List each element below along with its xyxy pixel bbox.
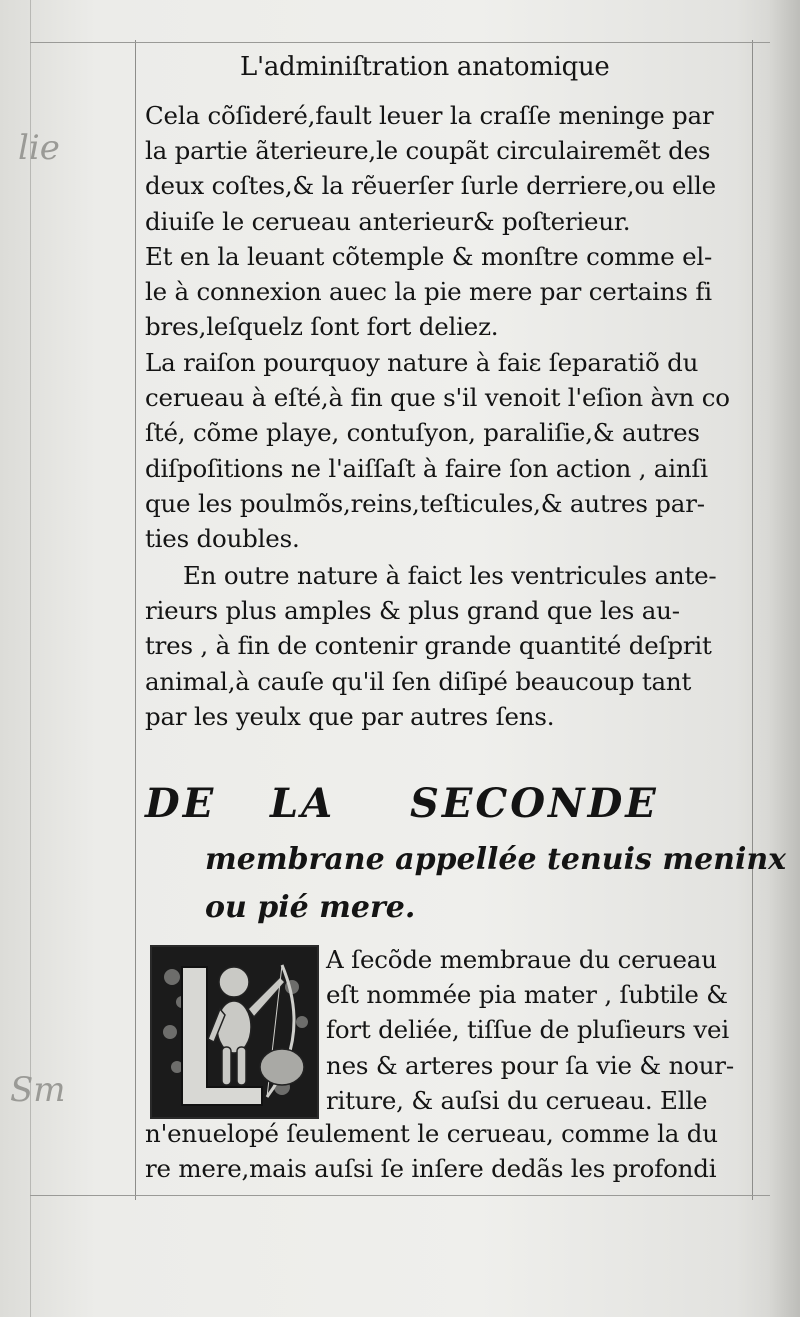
page-edge <box>770 0 800 1317</box>
text-line: Cela cõſideré,fault leuer la craſſe meninge par <box>145 101 714 130</box>
section-subheading: ou pié mere. <box>205 890 416 925</box>
paragraph-3 <box>145 345 745 556</box>
text-line: tres , à fin de contenir grande quantité deſprit <box>145 631 712 661</box>
text-line: diuiſe le cerueau anterieur& poſterieur. <box>145 206 631 236</box>
paragraph-4 <box>145 558 745 734</box>
text-line: n'enuelopé ſeulement le cerueau, comme la du <box>145 1119 718 1148</box>
text-line: cerueau à eſté,à fin que s'il venoit l'eſion àvn co <box>145 383 730 413</box>
text-line: la partie ãterieure,le coupãt circulairemẽt des <box>145 136 711 166</box>
decorated-initial <box>150 945 319 1119</box>
margin-note: lie <box>18 128 60 168</box>
tail-text <box>145 1116 745 1186</box>
text-line: Et en la leuant cõtemple & monſtre comme el- <box>145 242 713 271</box>
heading-word: DE <box>145 780 217 827</box>
text-line: deux coſtes,& la rẽuerſer ſurle derriere,ou elle <box>145 171 716 201</box>
text-line: le à connexion auec la pie mere par certains fi <box>145 277 712 307</box>
running-head: L'adminiſtration anatomique <box>240 52 610 82</box>
text-line: que les poulmõs,reins,teſticules,& autres par- <box>145 488 705 518</box>
text-line: En outre nature à faict les ventricules ante- <box>183 561 717 590</box>
heading-word: LA <box>270 780 336 827</box>
text-line: riture, & auſsi du cerueau. Elle <box>326 1085 708 1115</box>
text-line: La raiſon pourquoy nature à faiɛ ſeparatiõ du <box>145 348 699 377</box>
text-line: diſpoſitions ne l'aiſſaſt à faire ſon action , ainſi <box>145 453 708 483</box>
section-heading <box>145 780 745 827</box>
decorated-initial-illustration <box>152 947 317 1117</box>
text-line: animal,à cauſe qu'il ſen diſipé beaucoup tant <box>145 666 692 696</box>
text-line: rieurs plus amples & plus grand que les au- <box>145 596 680 626</box>
text-line: ſté, cõme playe, contuſyon, paraliſie,& autres <box>145 418 700 448</box>
text-line: A ſecõde membraue du cerueau <box>326 945 717 974</box>
text-line: bres,leſquelz ſont fort deliez. <box>145 312 499 342</box>
section-subheading: membrane appellée tenuis meninx <box>205 842 787 877</box>
heading-word: SECONDE <box>410 780 659 827</box>
side-text <box>326 942 746 1118</box>
paragraph-2 <box>145 239 745 345</box>
right-rule <box>752 40 753 1200</box>
bottom-rule <box>30 1195 770 1196</box>
text-line: nes & arteres pour ſa vie & nour- <box>326 1050 734 1080</box>
margin-note: Sm <box>10 1070 66 1110</box>
paragraph-1 <box>145 98 745 239</box>
text-line: ties doubles. <box>145 523 300 553</box>
top-rule <box>30 42 770 43</box>
left-rule <box>135 40 136 1200</box>
text-line: fort deliée, tiſſue de pluſieurs vei <box>326 1015 729 1045</box>
text-line: re mere,mais auſsi ſe inſere dedãs les profondi <box>145 1154 717 1184</box>
text-line: par les yeulx que par autres ſens. <box>145 701 555 731</box>
outer-left-rule <box>30 0 31 1317</box>
text-line: eſt nommée pia mater , ſubtile & <box>326 980 728 1010</box>
